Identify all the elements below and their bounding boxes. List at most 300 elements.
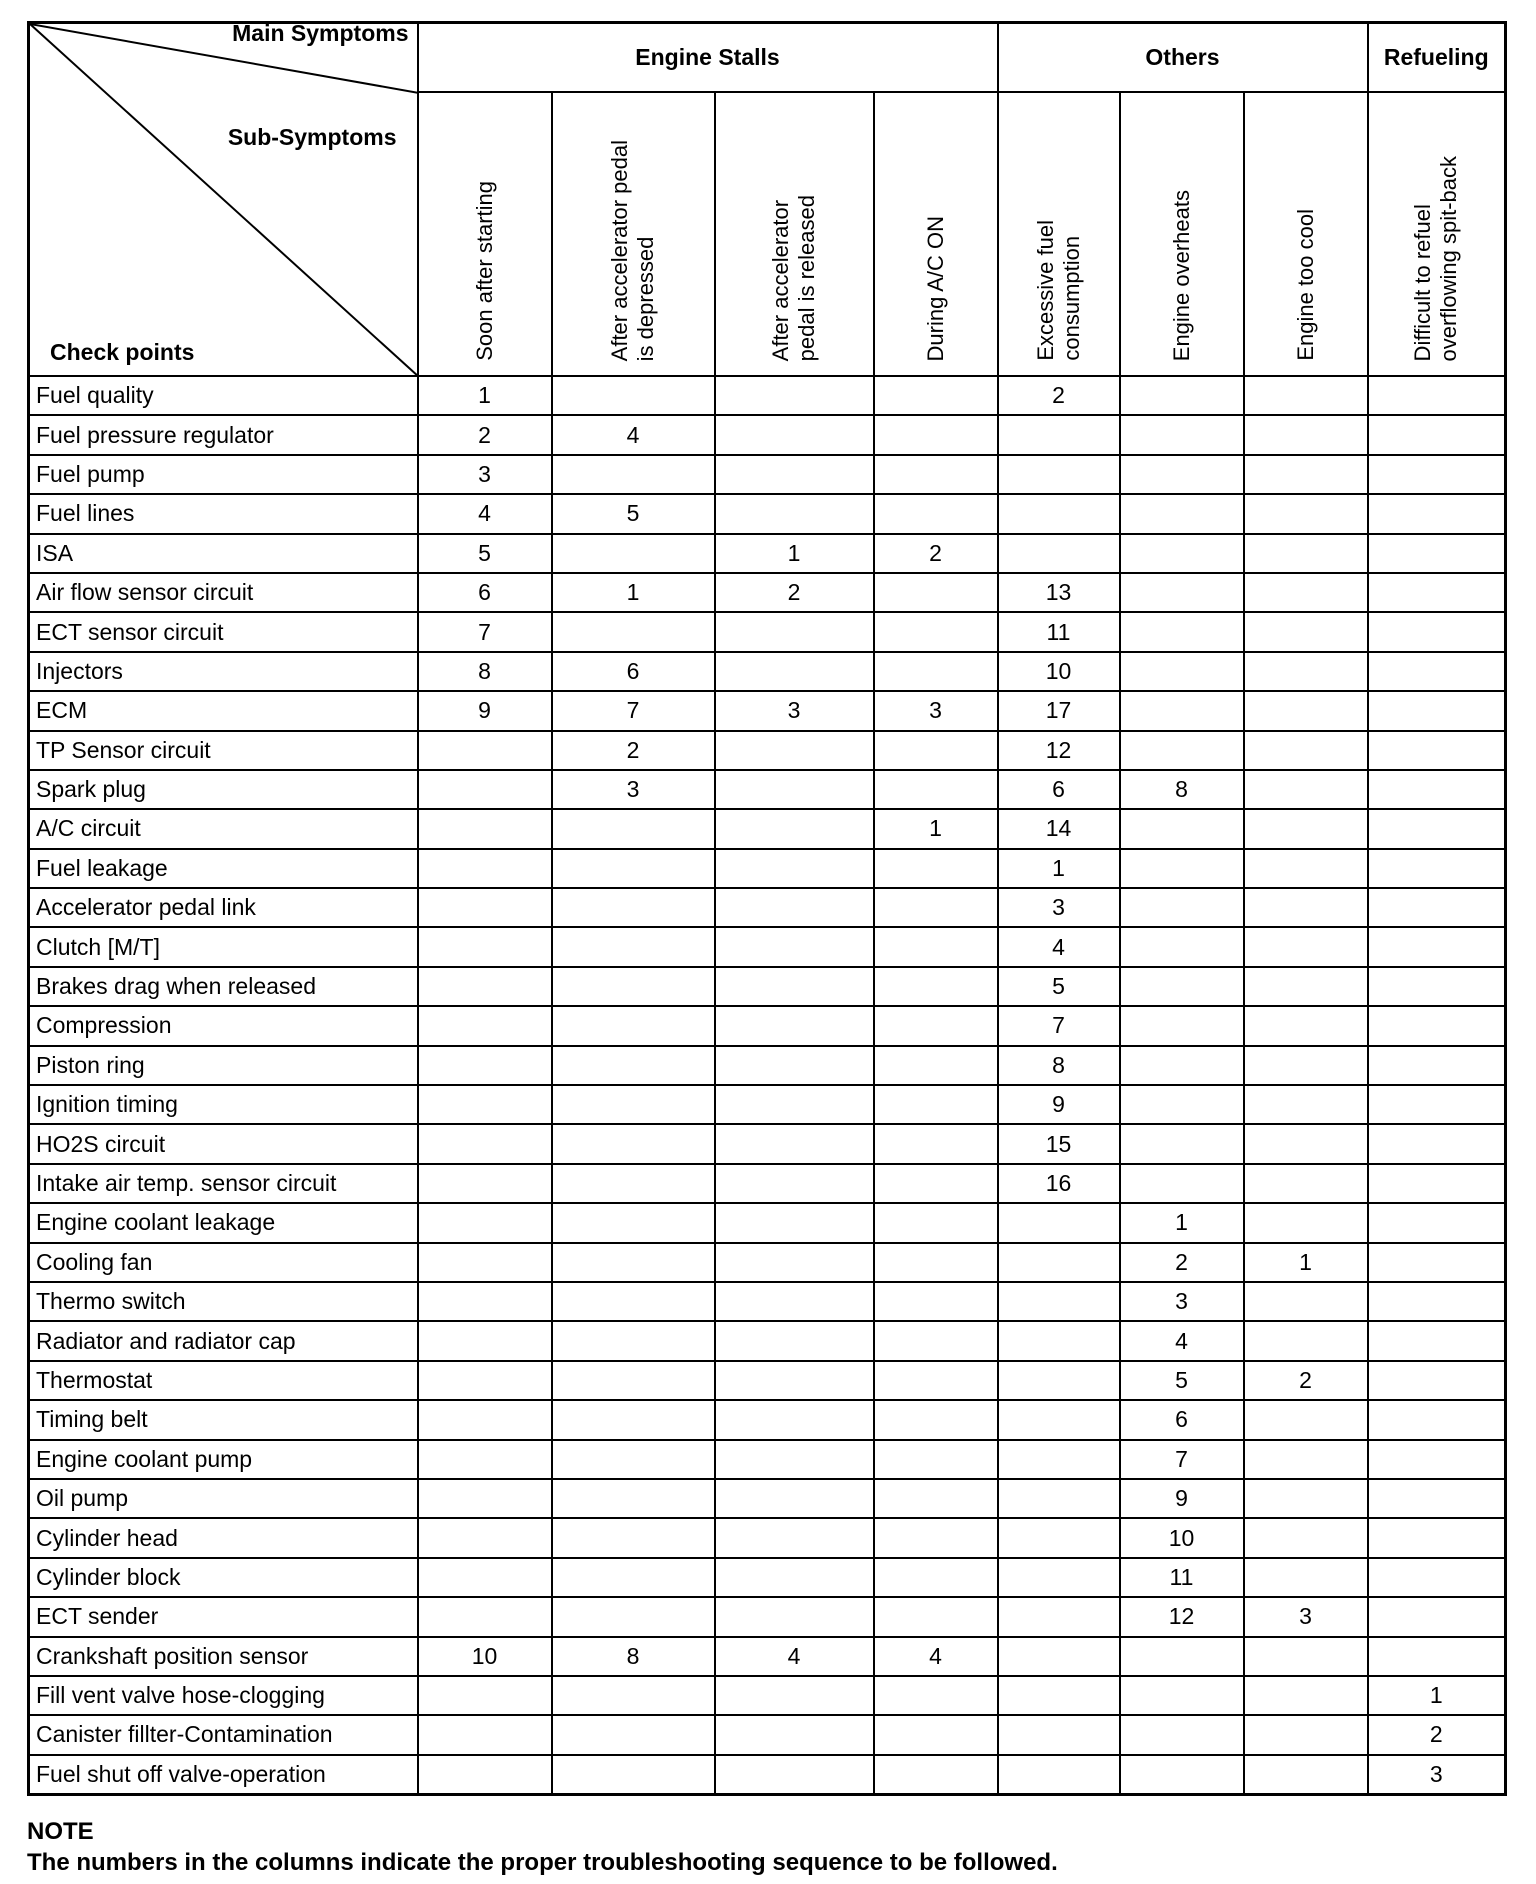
column-header bbox=[715, 92, 874, 376]
sequence-cell bbox=[715, 1085, 874, 1124]
sequence-cell bbox=[1244, 1479, 1368, 1518]
sequence-cell bbox=[1120, 967, 1244, 1006]
sequence-cell bbox=[715, 1321, 874, 1360]
table-row bbox=[29, 1321, 1506, 1360]
sequence-cell bbox=[552, 888, 715, 927]
sequence-cell: 6 bbox=[552, 652, 715, 691]
sequence-cell bbox=[874, 1479, 998, 1518]
check-point-label: Injectors bbox=[29, 652, 418, 691]
sequence-cell bbox=[998, 1715, 1120, 1754]
sequence-cell bbox=[552, 376, 715, 415]
check-point-label: Compression bbox=[29, 1006, 418, 1045]
sequence-cell: 3 bbox=[1368, 1755, 1506, 1795]
sequence-cell bbox=[1368, 1124, 1506, 1163]
sequence-cell bbox=[715, 455, 874, 494]
sequence-cell bbox=[552, 1597, 715, 1636]
sequence-cell bbox=[1368, 691, 1506, 730]
diagonal-lines bbox=[30, 24, 419, 377]
sequence-cell bbox=[1120, 1676, 1244, 1715]
sequence-cell bbox=[715, 1518, 874, 1557]
sequence-cell: 4 bbox=[715, 1637, 874, 1676]
sequence-cell bbox=[1368, 927, 1506, 966]
sequence-cell bbox=[552, 1400, 715, 1439]
check-point-label: Clutch [M/T] bbox=[29, 927, 418, 966]
sequence-cell bbox=[552, 1243, 715, 1282]
sequence-cell bbox=[1120, 1755, 1244, 1795]
sequence-cell bbox=[1368, 849, 1506, 888]
sequence-cell bbox=[998, 1558, 1120, 1597]
sequence-cell bbox=[715, 1361, 874, 1400]
sequence-cell bbox=[1120, 731, 1244, 770]
sequence-cell bbox=[715, 1243, 874, 1282]
sequence-cell bbox=[1368, 731, 1506, 770]
check-point-label: Piston ring bbox=[29, 1046, 418, 1085]
sequence-cell bbox=[552, 1715, 715, 1754]
table-row bbox=[29, 731, 1506, 770]
sequence-cell bbox=[998, 1321, 1120, 1360]
sequence-cell bbox=[715, 1046, 874, 1085]
sequence-cell: 8 bbox=[1120, 770, 1244, 809]
sequence-cell bbox=[874, 573, 998, 612]
table-row bbox=[29, 1479, 1506, 1518]
table-row bbox=[29, 1715, 1506, 1754]
sequence-cell bbox=[418, 770, 552, 809]
table-row bbox=[29, 1046, 1506, 1085]
sequence-cell bbox=[1120, 809, 1244, 848]
sequence-cell bbox=[418, 1203, 552, 1242]
sequence-cell bbox=[1368, 652, 1506, 691]
sequence-cell bbox=[1244, 376, 1368, 415]
sequence-cell bbox=[1120, 573, 1244, 612]
check-point-label: Engine coolant leakage bbox=[29, 1203, 418, 1242]
column-header-text: Excessive fuel consumption bbox=[1032, 220, 1084, 361]
sequence-cell: 4 bbox=[874, 1637, 998, 1676]
sequence-cell: 4 bbox=[998, 927, 1120, 966]
sequence-cell: 3 bbox=[552, 770, 715, 809]
sequence-cell bbox=[418, 888, 552, 927]
sequence-cell bbox=[1368, 415, 1506, 454]
sequence-cell: 11 bbox=[1120, 1558, 1244, 1597]
sequence-cell: 1 bbox=[552, 573, 715, 612]
sequence-cell bbox=[1368, 1046, 1506, 1085]
table-row bbox=[29, 376, 1506, 415]
sequence-cell bbox=[1368, 1558, 1506, 1597]
sequence-cell bbox=[418, 1597, 552, 1636]
sequence-cell: 1 bbox=[1368, 1676, 1506, 1715]
sequence-cell bbox=[1368, 1164, 1506, 1203]
column-header-text: After accelerator pedal is depressed bbox=[607, 139, 658, 361]
sequence-cell bbox=[1244, 927, 1368, 966]
sequence-cell bbox=[1244, 1124, 1368, 1163]
check-point-label: Canister fillter-Contamination bbox=[29, 1715, 418, 1754]
sequence-cell: 14 bbox=[998, 809, 1120, 848]
sequence-cell: 13 bbox=[998, 573, 1120, 612]
table-row bbox=[29, 415, 1506, 454]
group-header: Refueling bbox=[1368, 23, 1506, 93]
sequence-cell bbox=[874, 1518, 998, 1557]
sequence-cell: 5 bbox=[1120, 1361, 1244, 1400]
corner-header bbox=[29, 20, 418, 377]
main-symptoms-label: Main Symptoms bbox=[232, 20, 409, 46]
sequence-cell: 6 bbox=[1120, 1400, 1244, 1439]
check-point-label: Thermostat bbox=[29, 1361, 418, 1400]
sequence-cell bbox=[1368, 455, 1506, 494]
sequence-cell bbox=[998, 1282, 1120, 1321]
sequence-cell: 8 bbox=[998, 1046, 1120, 1085]
sequence-cell bbox=[874, 652, 998, 691]
sequence-cell bbox=[715, 888, 874, 927]
sequence-cell bbox=[874, 770, 998, 809]
sequence-cell: 11 bbox=[998, 612, 1120, 651]
column-header bbox=[874, 92, 998, 376]
sequence-cell: 3 bbox=[715, 691, 874, 730]
sequence-cell: 2 bbox=[1368, 1715, 1506, 1754]
sequence-cell bbox=[715, 927, 874, 966]
sequence-cell bbox=[1120, 888, 1244, 927]
sequence-cell: 9 bbox=[418, 691, 552, 730]
sequence-cell bbox=[1244, 1558, 1368, 1597]
table-row bbox=[29, 1164, 1506, 1203]
check-point-label: Thermo switch bbox=[29, 1282, 418, 1321]
sequence-cell bbox=[874, 927, 998, 966]
sequence-cell bbox=[1244, 1282, 1368, 1321]
table-row bbox=[29, 1006, 1506, 1045]
sequence-cell: 4 bbox=[1120, 1321, 1244, 1360]
table-row bbox=[29, 534, 1506, 573]
check-point-label: Ignition timing bbox=[29, 1085, 418, 1124]
sequence-cell: 7 bbox=[1120, 1440, 1244, 1479]
sequence-cell bbox=[715, 376, 874, 415]
check-point-label: TP Sensor circuit bbox=[29, 731, 418, 770]
check-point-label: Fuel shut off valve-operation bbox=[29, 1755, 418, 1795]
sequence-cell bbox=[715, 1124, 874, 1163]
column-header-text: Difficult to refuel overflowing spit-back bbox=[1410, 155, 1462, 361]
sequence-cell bbox=[418, 1164, 552, 1203]
table-row bbox=[29, 1400, 1506, 1439]
check-point-label: Cooling fan bbox=[29, 1243, 418, 1282]
check-point-label: Radiator and radiator cap bbox=[29, 1321, 418, 1360]
sequence-cell bbox=[1368, 1361, 1506, 1400]
sequence-cell: 9 bbox=[1120, 1479, 1244, 1518]
sequence-cell: 6 bbox=[998, 770, 1120, 809]
sequence-cell bbox=[1368, 1440, 1506, 1479]
sequence-cell: 10 bbox=[1120, 1518, 1244, 1557]
sequence-cell bbox=[552, 534, 715, 573]
sequence-cell bbox=[715, 1203, 874, 1242]
sequence-cell: 2 bbox=[998, 376, 1120, 415]
sequence-cell: 1 bbox=[715, 534, 874, 573]
sequence-cell bbox=[715, 1440, 874, 1479]
check-point-label: ECT sender bbox=[29, 1597, 418, 1636]
sequence-cell bbox=[998, 1361, 1120, 1400]
sequence-cell bbox=[1368, 1479, 1506, 1518]
sequence-cell bbox=[552, 1676, 715, 1715]
sequence-cell bbox=[552, 1558, 715, 1597]
sequence-cell bbox=[998, 1243, 1120, 1282]
sequence-cell bbox=[1244, 1046, 1368, 1085]
sequence-cell bbox=[552, 455, 715, 494]
sequence-cell bbox=[1120, 1715, 1244, 1754]
column-header-text: Soon after starting bbox=[471, 181, 497, 361]
sequence-cell: 1 bbox=[874, 809, 998, 848]
sequence-cell bbox=[874, 1164, 998, 1203]
sequence-cell bbox=[874, 1282, 998, 1321]
column-header bbox=[1368, 92, 1506, 376]
sequence-cell bbox=[1244, 1400, 1368, 1439]
table-row bbox=[29, 1518, 1506, 1557]
sequence-cell bbox=[1368, 809, 1506, 848]
column-header-text: During A/C ON bbox=[922, 215, 948, 361]
sequence-cell bbox=[998, 1440, 1120, 1479]
sequence-cell: 7 bbox=[418, 612, 552, 651]
check-point-label: ECT sensor circuit bbox=[29, 612, 418, 651]
sequence-cell bbox=[1368, 612, 1506, 651]
check-point-label: ECM bbox=[29, 691, 418, 730]
table-row bbox=[29, 455, 1506, 494]
check-point-label: Spark plug bbox=[29, 770, 418, 809]
sequence-cell: 2 bbox=[552, 731, 715, 770]
check-point-label: Crankshaft position sensor bbox=[29, 1637, 418, 1676]
sequence-cell bbox=[998, 415, 1120, 454]
sequence-cell bbox=[1368, 1518, 1506, 1557]
sequence-cell: 4 bbox=[552, 415, 715, 454]
table-row bbox=[29, 573, 1506, 612]
sequence-cell bbox=[418, 1006, 552, 1045]
table-row bbox=[29, 967, 1506, 1006]
sequence-cell bbox=[552, 1361, 715, 1400]
sequence-cell bbox=[1368, 573, 1506, 612]
sequence-cell bbox=[1368, 534, 1506, 573]
check-point-label: Air flow sensor circuit bbox=[29, 573, 418, 612]
sequence-cell bbox=[715, 1282, 874, 1321]
check-point-label: Fuel lines bbox=[29, 494, 418, 533]
sequence-cell bbox=[1244, 967, 1368, 1006]
table-row bbox=[29, 1440, 1506, 1479]
sequence-cell: 3 bbox=[998, 888, 1120, 927]
check-point-label: Fuel leakage bbox=[29, 849, 418, 888]
sequence-cell bbox=[1368, 1637, 1506, 1676]
sequence-cell bbox=[1368, 888, 1506, 927]
sequence-cell bbox=[1368, 967, 1506, 1006]
sequence-cell bbox=[418, 1321, 552, 1360]
sequence-cell bbox=[418, 1085, 552, 1124]
check-point-label: ISA bbox=[29, 534, 418, 573]
sequence-cell bbox=[552, 1203, 715, 1242]
group-header: Engine Stalls bbox=[418, 23, 998, 93]
sequence-cell bbox=[552, 1124, 715, 1163]
sequence-cell bbox=[1244, 1321, 1368, 1360]
sequence-cell bbox=[552, 1085, 715, 1124]
sequence-cell: 1 bbox=[1244, 1243, 1368, 1282]
sequence-cell bbox=[715, 1164, 874, 1203]
sequence-cell: 2 bbox=[715, 573, 874, 612]
sequence-cell bbox=[715, 1715, 874, 1754]
sequence-cell bbox=[1120, 1046, 1244, 1085]
sequence-cell bbox=[418, 1400, 552, 1439]
sequence-cell bbox=[1244, 1006, 1368, 1045]
sequence-cell bbox=[998, 494, 1120, 533]
sequence-cell: 2 bbox=[1120, 1243, 1244, 1282]
table-row bbox=[29, 927, 1506, 966]
table-row bbox=[29, 1085, 1506, 1124]
sequence-cell bbox=[1368, 1597, 1506, 1636]
sequence-cell bbox=[552, 809, 715, 848]
sequence-cell bbox=[874, 1440, 998, 1479]
sequence-cell bbox=[874, 415, 998, 454]
sequence-cell bbox=[418, 1518, 552, 1557]
sequence-cell bbox=[1244, 849, 1368, 888]
table-row bbox=[29, 888, 1506, 927]
sequence-cell bbox=[418, 809, 552, 848]
sequence-cell bbox=[418, 927, 552, 966]
sequence-cell: 7 bbox=[998, 1006, 1120, 1045]
sequence-cell bbox=[1244, 1637, 1368, 1676]
check-point-label: Timing belt bbox=[29, 1400, 418, 1439]
sequence-cell bbox=[1244, 573, 1368, 612]
sequence-cell bbox=[1244, 612, 1368, 651]
sequence-cell bbox=[998, 1637, 1120, 1676]
sequence-cell bbox=[1244, 770, 1368, 809]
sequence-cell bbox=[998, 455, 1120, 494]
check-point-label: Fuel pressure regulator bbox=[29, 415, 418, 454]
sequence-cell bbox=[552, 1479, 715, 1518]
sequence-cell bbox=[715, 1676, 874, 1715]
sequence-cell bbox=[1120, 1164, 1244, 1203]
sequence-cell: 5 bbox=[418, 534, 552, 573]
sequence-cell bbox=[418, 967, 552, 1006]
sequence-cell bbox=[1368, 1243, 1506, 1282]
sequence-cell bbox=[418, 1282, 552, 1321]
sequence-cell bbox=[1368, 1006, 1506, 1045]
sequence-cell bbox=[418, 849, 552, 888]
table-row bbox=[29, 1558, 1506, 1597]
sequence-cell bbox=[418, 1755, 552, 1795]
sequence-cell bbox=[1244, 1085, 1368, 1124]
sequence-cell bbox=[1244, 652, 1368, 691]
sequence-cell bbox=[418, 1715, 552, 1754]
sequence-cell bbox=[715, 1755, 874, 1795]
sequence-cell bbox=[1244, 691, 1368, 730]
table-row bbox=[29, 1361, 1506, 1400]
sequence-cell: 3 bbox=[874, 691, 998, 730]
sequence-cell bbox=[874, 612, 998, 651]
sequence-cell: 6 bbox=[418, 573, 552, 612]
sequence-cell bbox=[874, 731, 998, 770]
sequence-cell bbox=[418, 1124, 552, 1163]
check-point-label: Cylinder head bbox=[29, 1518, 418, 1557]
sequence-cell bbox=[998, 1597, 1120, 1636]
sequence-cell bbox=[874, 1124, 998, 1163]
sequence-cell: 3 bbox=[1244, 1597, 1368, 1636]
sequence-cell: 5 bbox=[552, 494, 715, 533]
column-header bbox=[418, 92, 552, 376]
sequence-cell bbox=[1244, 415, 1368, 454]
sequence-cell bbox=[552, 1440, 715, 1479]
sequence-cell bbox=[715, 731, 874, 770]
sequence-cell bbox=[552, 927, 715, 966]
group-header: Others bbox=[998, 23, 1368, 93]
table-row bbox=[29, 1755, 1506, 1795]
sequence-cell bbox=[1368, 1321, 1506, 1360]
sequence-cell bbox=[1120, 612, 1244, 651]
sequence-cell bbox=[874, 1715, 998, 1754]
sequence-cell bbox=[1244, 888, 1368, 927]
sequence-cell bbox=[1120, 1637, 1244, 1676]
sequence-cell bbox=[874, 1597, 998, 1636]
sub-symptoms-label: Sub-Symptoms bbox=[227, 124, 397, 150]
sequence-cell bbox=[715, 652, 874, 691]
sequence-cell bbox=[552, 612, 715, 651]
sequence-cell: 17 bbox=[998, 691, 1120, 730]
sequence-cell bbox=[552, 1321, 715, 1360]
column-header bbox=[998, 92, 1120, 376]
sequence-cell bbox=[874, 1558, 998, 1597]
sequence-cell bbox=[715, 809, 874, 848]
sequence-cell bbox=[418, 731, 552, 770]
sequence-cell bbox=[874, 1243, 998, 1282]
table-row bbox=[29, 612, 1506, 651]
column-header-text: Engine overheats bbox=[1168, 189, 1194, 361]
column-header-text: After accelerator pedal is released bbox=[768, 194, 819, 361]
sequence-cell bbox=[1244, 1676, 1368, 1715]
sequence-cell bbox=[1120, 415, 1244, 454]
sequence-cell bbox=[1244, 1164, 1368, 1203]
sequence-cell: 2 bbox=[418, 415, 552, 454]
sequence-cell bbox=[552, 1755, 715, 1795]
sequence-cell bbox=[874, 376, 998, 415]
sequence-cell bbox=[874, 1046, 998, 1085]
column-header bbox=[552, 92, 715, 376]
sequence-cell bbox=[715, 1558, 874, 1597]
sequence-cell bbox=[418, 1243, 552, 1282]
sequence-cell bbox=[1368, 376, 1506, 415]
sequence-cell bbox=[1244, 534, 1368, 573]
sequence-cell bbox=[1120, 652, 1244, 691]
table-row bbox=[29, 691, 1506, 730]
sequence-cell bbox=[715, 1597, 874, 1636]
sequence-cell bbox=[874, 849, 998, 888]
sequence-cell: 2 bbox=[874, 534, 998, 573]
sequence-cell bbox=[1244, 1440, 1368, 1479]
sequence-cell bbox=[874, 1321, 998, 1360]
table-row bbox=[29, 1203, 1506, 1242]
sequence-cell bbox=[1244, 1518, 1368, 1557]
sequence-cell: 8 bbox=[418, 652, 552, 691]
sequence-cell: 1 bbox=[1120, 1203, 1244, 1242]
sequence-cell bbox=[715, 1400, 874, 1439]
sequence-cell bbox=[874, 1676, 998, 1715]
sequence-cell: 10 bbox=[418, 1637, 552, 1676]
sequence-cell bbox=[1120, 849, 1244, 888]
troubleshooting-table bbox=[27, 21, 1507, 1796]
column-header bbox=[1244, 92, 1368, 376]
check-point-label: Oil pump bbox=[29, 1479, 418, 1518]
sequence-cell: 2 bbox=[1244, 1361, 1368, 1400]
sequence-cell: 15 bbox=[998, 1124, 1120, 1163]
check-point-label: Intake air temp. sensor circuit bbox=[29, 1164, 418, 1203]
sequence-cell bbox=[1368, 1400, 1506, 1439]
sequence-cell bbox=[715, 494, 874, 533]
column-header bbox=[1120, 92, 1244, 376]
check-point-label: A/C circuit bbox=[29, 809, 418, 848]
sequence-cell bbox=[715, 1006, 874, 1045]
sequence-cell bbox=[1368, 1282, 1506, 1321]
sequence-cell bbox=[552, 849, 715, 888]
sequence-cell: 3 bbox=[1120, 1282, 1244, 1321]
sequence-cell bbox=[1368, 1085, 1506, 1124]
sequence-cell bbox=[874, 1361, 998, 1400]
sequence-cell bbox=[1368, 494, 1506, 533]
